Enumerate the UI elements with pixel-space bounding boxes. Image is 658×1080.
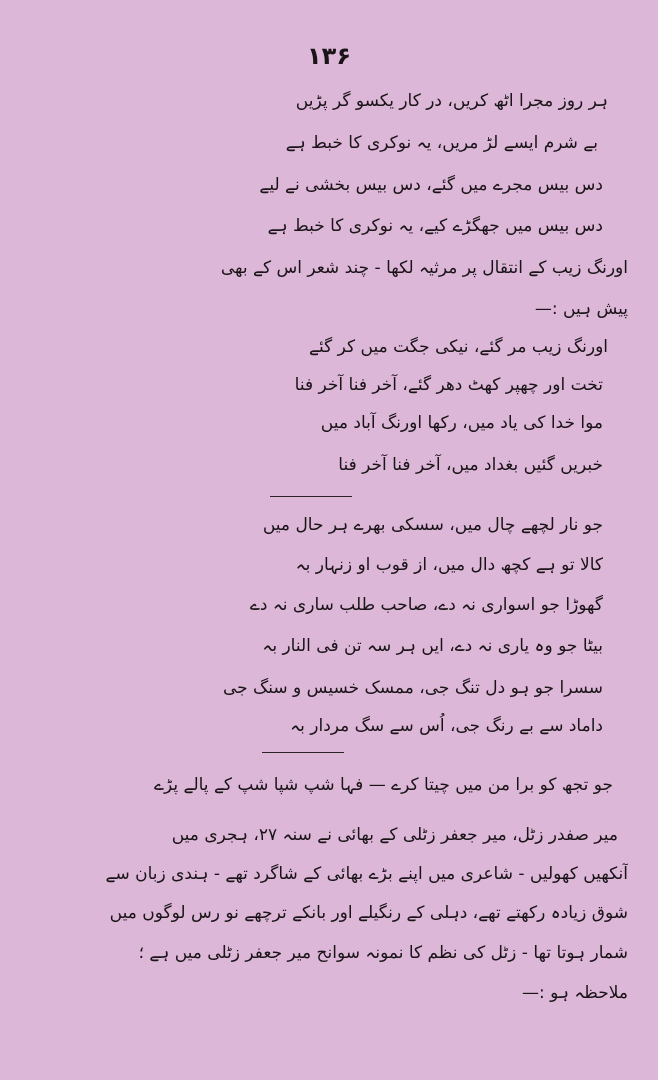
- section-divider: [270, 496, 352, 497]
- page-number: ۱۳۶: [307, 42, 351, 70]
- verse-line-10: کالا تو ہے کچھ دال میں، از قوب او زنہار بہ: [295, 555, 603, 575]
- prose-line-7: ملاحظہ ہو :—: [522, 983, 628, 1003]
- prose-line-1: اورنگ زیب کے انتقال پر مرثیہ لکھا - چند شعر اس کے بھی: [220, 258, 628, 278]
- prose-line-2: پیش ہیں :—: [534, 299, 628, 319]
- verse-line-11: گھوڑا جو اسواری نہ دے، صاحب طلب ساری نہ دے: [249, 595, 603, 615]
- verse-line-5: اورنگ زیب مر گئے، نیکی جگت میں کر گئے: [309, 337, 608, 357]
- verse-line-1: ہر روز مجرا اٹھ کریں، در کار یکسو گر پڑیں: [295, 91, 608, 111]
- verse-line-3: دس بیس مجرے میں گئے، دس بیس بخشی نے لیے: [259, 175, 603, 195]
- verse-line-6: تخت اور چھپر کھٹ دھر گئے، آخر فنا آخر فنا: [294, 375, 603, 395]
- verse-line-13: سسرا جو ہو دل تنگ جی، ممسک خسیس و سنگ جی: [222, 678, 603, 698]
- verse-line-9: جو نار لچھے چال میں، سسکی بھرے ہر حال میں: [262, 515, 603, 535]
- prose-line-5: شوق زیادہ رکھتے تھے، دہلی کے رنگیلے اور بانکے ترچھے نو رس لوگوں میں: [109, 903, 628, 923]
- verse-line-12: بیٹا جو وہ یاری نہ دے، ایں ہر سہ تن فی النار بہ: [262, 636, 603, 656]
- verse-line-7: موا خدا کی یاد میں، رکھا اورنگ آباد میں: [320, 413, 603, 433]
- verse-line-4: دس بیس میں جھگڑے کیے، یہ نوکری کا خبط ہے: [267, 216, 603, 236]
- section-divider-2: [262, 752, 344, 753]
- verse-line-15: جو تجھ کو برا من میں چیتا کرے — فہا شپ شپا شپ کے پالے پڑے: [154, 775, 613, 795]
- verse-line-14: داماد سے بے رنگ جی، اُس سے سگ مردار بہ: [290, 716, 603, 736]
- prose-line-6: شمار ہوتا تھا - زٹل کی نظم کا نمونہ سوانح میر جعفر زٹلی میں ہے ؛: [138, 943, 628, 963]
- verse-line-8: خبریں گئیں بغداد میں، آخر فنا آخر فنا: [338, 455, 603, 475]
- prose-line-3: میر صفدر زٹل، میر جعفر زٹلی کے بھائی نے سنہ ۲۷، ہجری میں: [171, 825, 618, 845]
- verse-line-2: بے شرم ایسے لڑ مریں، یہ نوکری کا خبط ہے: [285, 133, 598, 153]
- prose-line-4: آنکھیں کھولیں - شاعری میں اپنے بڑے بھائی کے شاگرد تھے - ہندی زبان سے: [105, 864, 628, 884]
